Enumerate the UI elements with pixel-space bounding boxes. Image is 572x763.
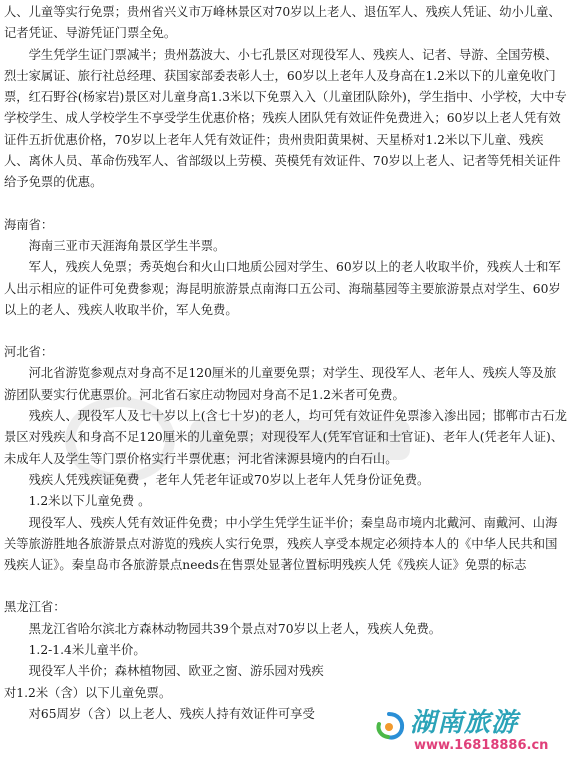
hebei-paragraph-5: 现役军人、残疾人凭有效证件免费；中小学生凭学生证半价；秦皇岛市境内北戴河、南戴河、山海关等旅游胜地各旅游景点对游览的残疾人实行免票，残疾人享受本规定必须持本人的《中华人民共和国残疾人证》。秦皇岛市各旅游景点needs在售票处显著位置标明残疾人凭《残疾人证》免票的标志 bbox=[4, 515, 558, 573]
heilongjiang-paragraph-4: 对1.2米（含）以下儿童免票。 bbox=[4, 685, 172, 700]
document-body bbox=[4, 2, 567, 725]
site-logo bbox=[370, 707, 568, 759]
logo-url: www.16818886.cn bbox=[414, 738, 549, 753]
guizhou-paragraph-1: 人、儿童等实行免票；贵州省兴义市万峰林景区对70岁以上老人、退伍军人、残疾人凭证、幼小儿童、记者凭证、导游凭证门票全免。 bbox=[4, 5, 561, 41]
hainan-paragraph-2: 军人，残疾人免票；秀英炮台和火山口地质公园对学生、60岁以上的老人收取半价，残疾人士和军人出示相应的证件可免费参观；海昆明旅游景点南海口五公司、海瑞墓园等主要旅游景点对学生、60岁以上的老人、残疾人收取半价，军人免费。 bbox=[4, 260, 561, 317]
heilongjiang-paragraph-1: 黑龙江省哈尔滨北方森林动物园共39个景点对70岁以上老人，残疾人免费。 bbox=[28, 621, 442, 636]
hebei-heading: 河北省： bbox=[4, 345, 54, 360]
heilongjiang-paragraph-2: 1.2-1.4米儿童半价。 bbox=[28, 643, 146, 658]
hebei-paragraph-1: 河北省游览参观点对身高不足120厘米的儿童要免票；对学生、现役军人、老年人、残疾人等及旅游团队要实行优惠票价。河北省石家庄动物园对身高不足1.2米者可免费。 bbox=[4, 366, 557, 402]
swirl-logo-icon bbox=[372, 711, 406, 745]
heilongjiang-paragraph-5: 对65周岁（含）以上老人、残疾人持有效证件可享受 bbox=[28, 706, 315, 721]
hainan-heading: 海南省： bbox=[4, 217, 54, 232]
heilongjiang-paragraph-3: 现役军人半价；森林植物园、欧亚之窗、游乐园对残疾 bbox=[28, 664, 324, 679]
logo-name: 湖南旅游 bbox=[410, 708, 519, 738]
hebei-paragraph-2: 残疾人、现役军人及七十岁以上(含七十岁)的老人，均可凭有效证件免票渗入渗出园；邯郸市古石龙景区对残疾人和身高不足120厘米的儿童免票；对现役军人(凭军官证和士官证)、老年人(凭老年人证)、未成年人及学生等门票价格实行半票优惠；河北省涞源县境内的白石山。 bbox=[4, 409, 567, 466]
hebei-paragraph-4: 1.2米以下儿童免费 。 bbox=[28, 494, 151, 509]
hebei-paragraph-3: 残疾人凭残疾证免费 ，老年人凭老年证或70岁以上老年人凭身份证免费。 bbox=[28, 472, 430, 487]
hainan-paragraph-1: 海南三亚市天涯海角景区学生半票。 bbox=[28, 238, 226, 253]
guizhou-paragraph-2: 学生凭学生证门票减半；贵州荔波大、小七孔景区对现役军人、残疾人、记者、导游、全国劳模、烈士家属证、旅行社总经理、获国家部委表彰人士，60岁以上老年人及身高在1.2米以下的儿童免收门票，红石野谷(杨家岩)景区对儿童身高1.3米以下免票入入（儿童团队除外)，学生指中、小学校，大中专学校学生、成人学校学生不享受学生优惠价格；残疾人团队凭有效证件免费进入；60岁以上老人凭有效证件五折优惠价格，70岁以上老年人凭有效证件；贵州贵阳黄果树、天星桥对1.2米以下儿童、残疾人、离休人员、革命伤残军人、省部级以上劳模、英模凭有效证件、70岁以上老人、记者等凭相关证件给予免票的优惠。 bbox=[4, 47, 567, 190]
heilongjiang-heading: 黑龙江省： bbox=[4, 600, 66, 615]
